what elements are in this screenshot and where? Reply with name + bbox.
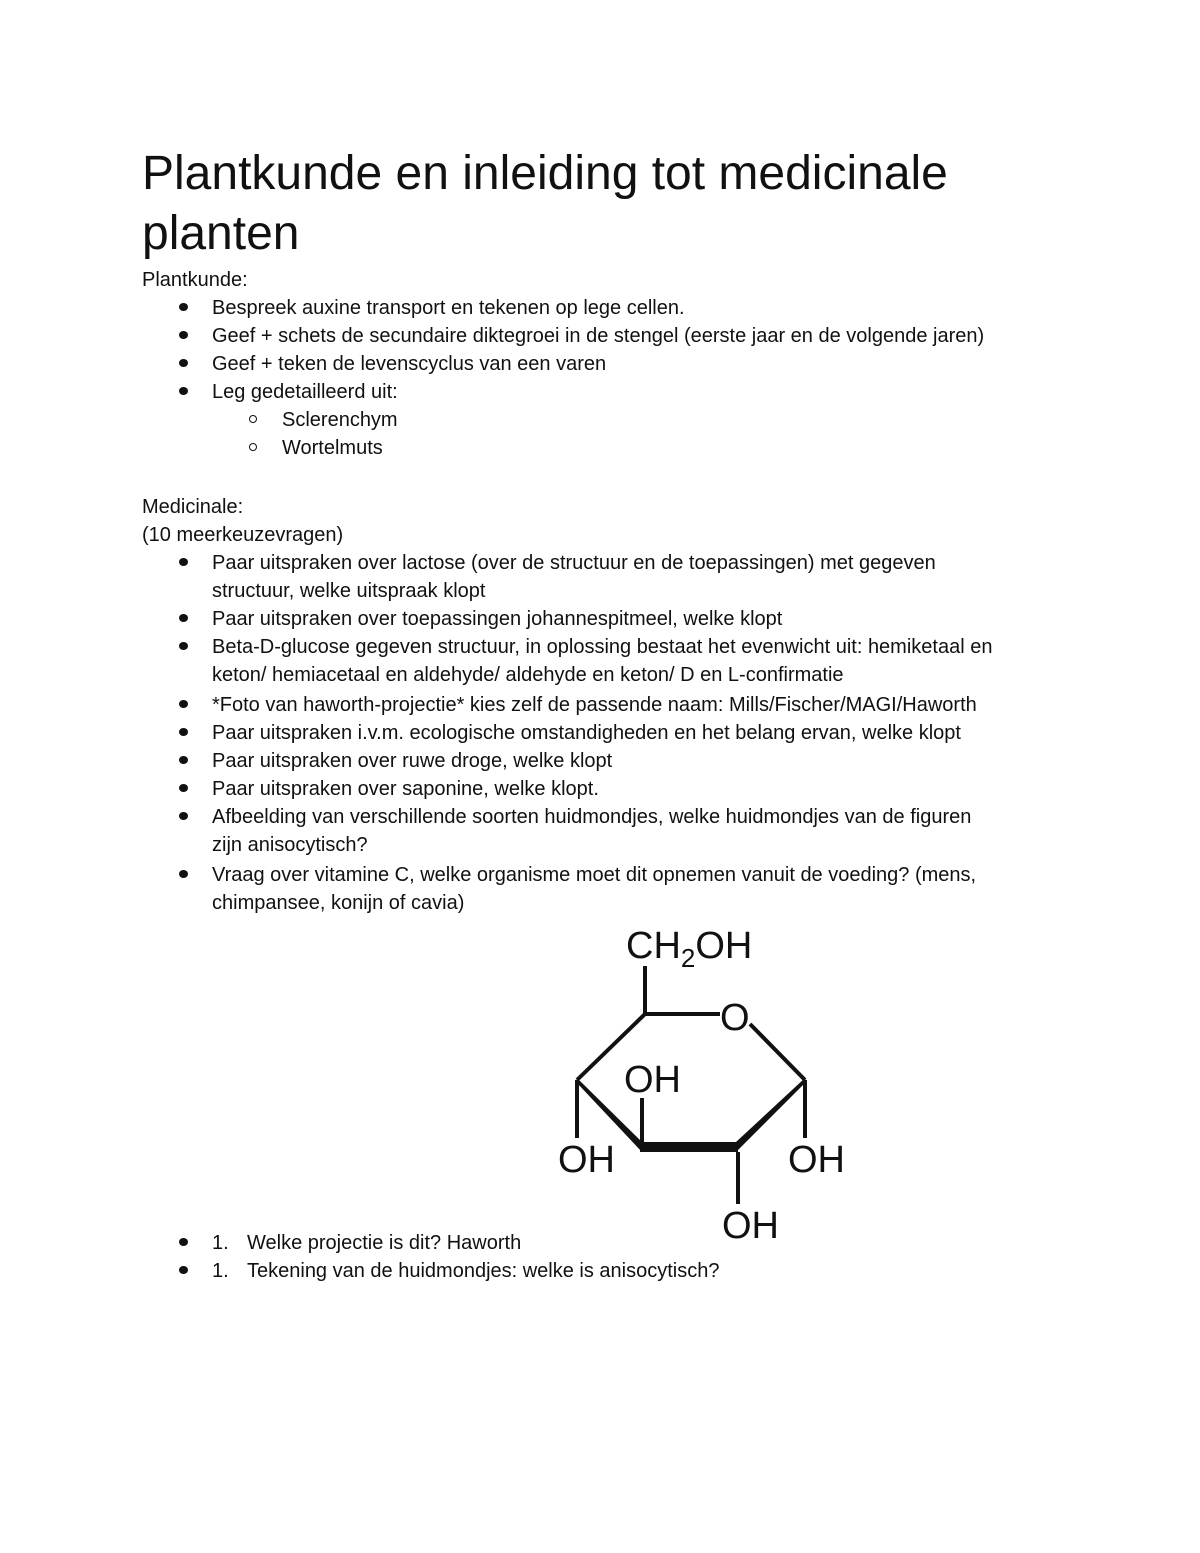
bullet-dot: [179, 359, 188, 367]
bullet-dot: [179, 387, 188, 395]
list-item: Paar uitspraken over toepassingen johannespitmeel, welke klopt: [212, 608, 783, 630]
list-item: Paar uitspraken over saponine, welke klopt.: [212, 778, 599, 800]
ring-oxygen-label: O: [720, 997, 750, 1039]
bullet-dot: [179, 812, 188, 820]
list-item: Tekening van de huidmondjes: welke is anisocytisch?: [247, 1260, 720, 1282]
list-item: Paar uitspraken over ruwe droge, welke klopt: [212, 750, 613, 772]
hydroxyl-right-label: OH: [788, 1139, 845, 1181]
bullet-dot: [179, 784, 188, 792]
bond-line: [750, 1024, 805, 1080]
sub-bullet-circle: [249, 443, 257, 451]
list-item: Welke projectie is dit? Haworth: [247, 1232, 522, 1254]
bullet-dot: [179, 303, 188, 311]
bold-bond: [640, 1142, 738, 1152]
hydroxyl-bottom-label: OH: [722, 1205, 779, 1247]
hydroxyl-inner-label: OH: [624, 1059, 681, 1101]
bullet-dot: [179, 756, 188, 764]
list-item: Geef + teken de levenscyclus van een varen: [212, 353, 607, 375]
list-item-continuation: keton/ hemiacetaal en aldehyde/ aldehyde en keton/ D en L-confirmatie: [212, 664, 844, 686]
list-item: Leg gedetailleerd uit:: [212, 381, 398, 403]
list-item: Geef + schets de secundaire diktegroei in de stengel (eerste jaar en de volgende jaren): [212, 325, 985, 347]
section-heading-plantkunde: Plantkunde:: [142, 269, 248, 291]
list-item-continuation: zijn anisocytisch?: [212, 834, 368, 856]
sub-list-item: Wortelmuts: [282, 437, 383, 459]
section-subheading: (10 meerkeuzevragen): [142, 524, 344, 546]
bullet-dot: [179, 558, 188, 566]
bullet-dot: [179, 642, 188, 650]
list-item-continuation: chimpansee, konijn of cavia): [212, 892, 465, 914]
list-number: 1.: [212, 1260, 229, 1282]
list-item: Beta-D-glucose gegeven structuur, in oplossing bestaat het evenwicht uit: hemiketaal en: [212, 636, 993, 658]
list-item: Vraag over vitamine C, welke organisme moet dit opnemen vanuit de voeding? (mens,: [212, 864, 977, 886]
section-heading-medicinale: Medicinale:: [142, 496, 244, 518]
document-title: Plantkunde en inleiding tot medicinale planten: [142, 147, 948, 260]
bullet-dot: [179, 331, 188, 339]
list-item-continuation: structuur, welke uitspraak klopt: [212, 580, 486, 602]
list-number: 1.: [212, 1232, 229, 1254]
list-item: Afbeelding van verschillende soorten huidmondjes, welke huidmondjes van de figuren: [212, 806, 972, 828]
hydroxyl-left-label: OH: [558, 1139, 615, 1181]
bullet-dot: [179, 1238, 188, 1246]
list-item: Paar uitspraken i.v.m. ecologische omstandigheden en het belang ervan, welke klopt: [212, 722, 961, 744]
bullet-dot: [179, 700, 188, 708]
ch2oh-label: $CH_2OH$: [626, 925, 753, 973]
sub-bullet-circle: [249, 415, 257, 423]
bullet-dot: [179, 614, 188, 622]
glucose-haworth-structure: [550, 920, 870, 1250]
bullet-dot: [179, 728, 188, 736]
list-item: Paar uitspraken over lactose (over de structuur en de toepassingen) met gegeven: [212, 552, 936, 574]
list-item: *Foto van haworth-projectie* kies zelf de passende naam: Mills/Fischer/MAGI/Haworth: [212, 694, 977, 716]
bullet-dot: [179, 1266, 188, 1274]
list-item: Bespreek auxine transport en tekenen op lege cellen.: [212, 297, 685, 319]
sub-list-item: Sclerenchym: [282, 409, 398, 431]
bullet-dot: [179, 870, 188, 878]
